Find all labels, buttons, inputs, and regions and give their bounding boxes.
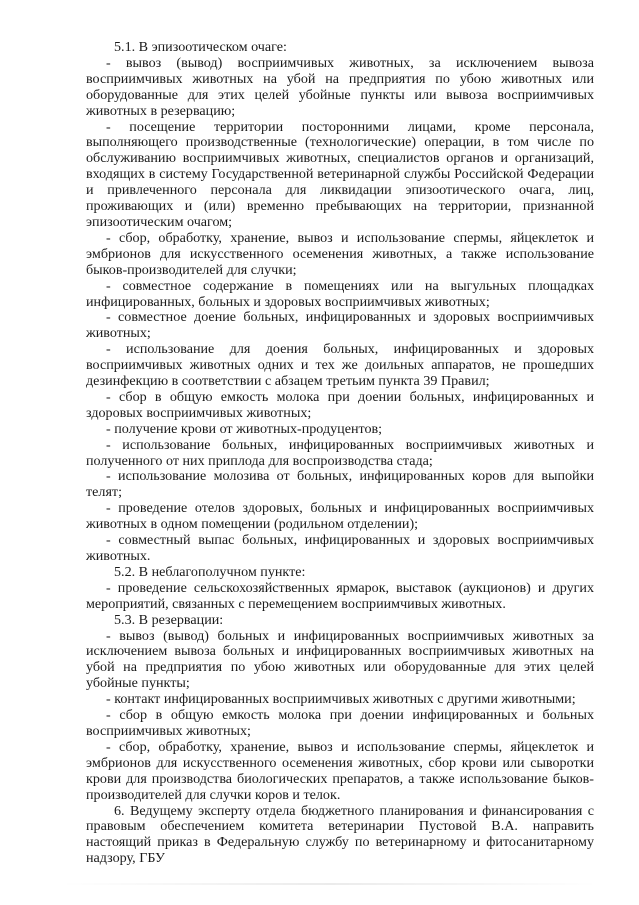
document-body [86, 40, 594, 867]
list-item: - совместный выпас больных, инфицированных и здоровых восприимчивых животных. [86, 532, 594, 564]
list-item: - сбор в общую емкость молока при доении инфицированных и больных восприимчивых животных; [86, 707, 594, 739]
list-item: - сбор в общую емкость молока при доении больных, инфицированных и здоровых восприимчивых животных; [86, 388, 594, 421]
list-item: - сбор, обработку, хранение, вывоз и использование спермы, яйцеклеток и эмбрионов для искусственного осеменения животных, сбор крови или сыворотки крови для производства биологических препаратов, а также использование быков-производителей для случки коров и телок. [86, 738, 594, 803]
section-heading-5-1: 5.1. В эпизоотическом очаге: [114, 39, 287, 55]
list-item: - сбор, обработку, хранение, вывоз и использование спермы, яйцеклеток и эмбрионов для искусственного осеменения животных, а также использование быков-производителей для случки; [86, 229, 594, 278]
list-item: - совместное содержание в помещениях или на выгульных площадках инфицированных, больных и здоровых восприимчивых животных; [86, 277, 594, 310]
list-item: - посещение территории посторонними лицами, кроме персонала, выполняющего производственные (технологические) операции, в том числе по обслуживанию восприимчивых животных, специалистов органов и организаций, входящих в систему Государственной ветеринарной службы Российской Федерации и привлеченного персонала для ликвидации эпизоотического очага, лиц, проживающих и (или) временно пребывающих на территории, признанной эпизоотическим очагом; [86, 118, 594, 230]
list-item: - проведение сельскохозяйственных ярмарок, выставок (аукционов) и других мероприятий, связанных с перемещением восприимчивых животных. [86, 579, 594, 612]
list-item: - использование молозива от больных, инфицированных коров для выпойки телят; [86, 468, 594, 501]
list-item: - вывоз (вывод) восприимчивых животных, за исключением вывоза восприимчивых животных на убой на предприятия по убою животных или оборудованные для этих целей убойные пункты или вывоза восприимчивых животных в резервацию; [86, 54, 594, 119]
list-item: - использование для доения больных, инфицированных и здоровых восприимчивых животных одних и тех же доильных аппаратов, не прошедших дезинфекцию в соответствии с абзацем третьим пункта 39 Правил; [86, 341, 594, 390]
list-item: - совместное доение больных, инфицированных и здоровых восприимчивых животных; [86, 309, 594, 342]
list-item: - контакт инфицированных восприимчивых животных с другими животными; [106, 691, 576, 708]
list-item: - вывоз (вывод) больных и инфицированных восприимчивых животных за исключением вывоза больных и инфицированных восприимчивых животных на убой на предприятия по убою животных или оборудованные для этих целей убойные пункты; [86, 627, 594, 692]
list-item: - проведение отелов здоровых, больных и инфицированных восприимчивых животных в одном помещении (родильном отделении); [86, 500, 594, 533]
scan-artifact-line [60, 883, 599, 885]
paragraph-6: 6. Ведущему эксперту отдела бюджетного планирования и финансирования с правовым обеспечением комитета ветеринарии Пустовой В.А. направить настоящий приказ в Федеральную службу по ветеринарному и фитосанитарному надзору, ГБУ [86, 802, 594, 867]
list-item: - получение крови от животных-продуцентов; [106, 420, 383, 437]
section-heading-5-3: 5.3. В резервации: [114, 611, 224, 628]
list-item: - использование больных, инфицированных восприимчивых животных и полученного от них приплода для воспроизводства стада; [86, 436, 594, 469]
section-heading-5-2: 5.2. В неблагополучном пункте: [114, 563, 306, 580]
